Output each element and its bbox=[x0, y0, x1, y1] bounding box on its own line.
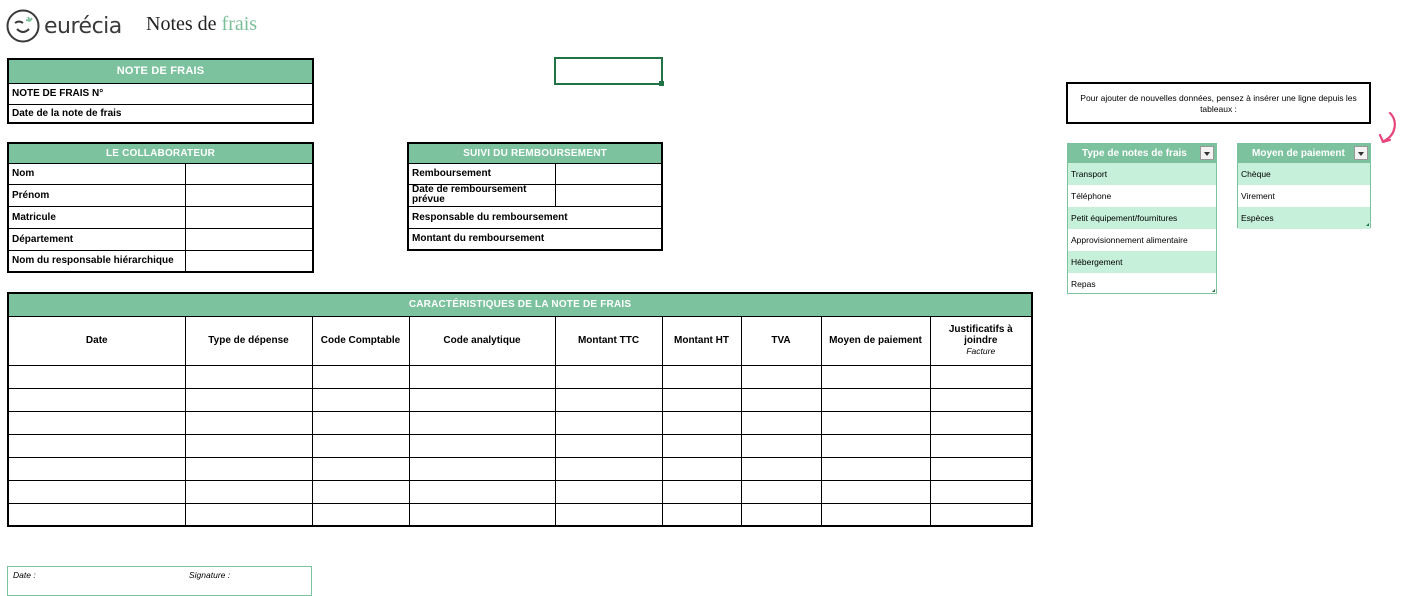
page-title bbox=[146, 13, 257, 36]
col-type-depense: Type de dépense bbox=[185, 316, 312, 365]
table-cell[interactable] bbox=[8, 365, 185, 388]
table-cell[interactable] bbox=[821, 434, 930, 457]
col-code-analytique: Code analytique bbox=[409, 316, 555, 365]
signature-label: Signature : bbox=[189, 570, 231, 580]
suivi-label-montant[interactable]: Montant du remboursement bbox=[408, 228, 662, 250]
table-cell[interactable] bbox=[662, 365, 741, 388]
suivi-label-remboursement: Remboursement bbox=[408, 163, 555, 184]
collab-input-prenom[interactable] bbox=[185, 184, 313, 206]
moyen-paiement-filter-button[interactable] bbox=[1354, 146, 1368, 160]
table-cell[interactable] bbox=[8, 457, 185, 480]
table-cell[interactable] bbox=[930, 388, 1032, 411]
table-cell[interactable] bbox=[662, 434, 741, 457]
moyen-paiement-header-label: Moyen de paiement bbox=[1252, 148, 1345, 159]
col-date: Date bbox=[8, 316, 185, 365]
type-notes-header bbox=[1068, 144, 1216, 163]
collab-label-departement: Département bbox=[8, 228, 185, 250]
col-justificatifs bbox=[930, 316, 1032, 365]
table-cell[interactable] bbox=[312, 388, 409, 411]
table-cell[interactable] bbox=[930, 365, 1032, 388]
curved-arrow-icon bbox=[1374, 111, 1400, 149]
table-cell[interactable] bbox=[312, 365, 409, 388]
table-cell[interactable] bbox=[821, 411, 930, 434]
table-cell[interactable] bbox=[930, 503, 1032, 526]
caracteristiques-table bbox=[7, 292, 1033, 527]
table-cell[interactable] bbox=[662, 457, 741, 480]
caracteristiques-body bbox=[8, 365, 1032, 526]
note-de-frais-header: NOTE DE FRAIS bbox=[8, 59, 313, 83]
table-cell[interactable] bbox=[930, 434, 1032, 457]
suivi-label-date-prevue: Date de remboursement prévue bbox=[408, 184, 555, 206]
type-notes-header-label: Type de notes de frais bbox=[1082, 148, 1187, 159]
table-cell[interactable] bbox=[185, 388, 312, 411]
col-code-comptable: Code Comptable bbox=[312, 316, 409, 365]
table-cell[interactable] bbox=[741, 480, 821, 503]
table-cell[interactable] bbox=[741, 365, 821, 388]
table-row bbox=[8, 411, 1032, 434]
table-cell[interactable] bbox=[185, 365, 312, 388]
eurecia-logo bbox=[6, 8, 131, 44]
title-accent: frais bbox=[221, 13, 258, 35]
suivi-label-responsable[interactable]: Responsable du remboursement bbox=[408, 206, 662, 228]
insert-row-note: Pour ajouter de nouvelles données, pensez à insérer une ligne depuis les tableaux : bbox=[1066, 82, 1371, 124]
collaborateur-table bbox=[7, 142, 314, 273]
table-row bbox=[8, 434, 1032, 457]
type-item-transport[interactable]: Transport bbox=[1068, 163, 1216, 185]
suivi-input-remboursement[interactable] bbox=[555, 163, 662, 184]
table-cell[interactable] bbox=[662, 480, 741, 503]
table-cell[interactable] bbox=[930, 457, 1032, 480]
col-justificatifs-label: Justificatifs à joindre bbox=[948, 324, 1013, 346]
collab-label-prenom: Prénom bbox=[8, 184, 185, 206]
title-main: Notes de bbox=[146, 13, 217, 35]
table-cell[interactable] bbox=[821, 388, 930, 411]
collab-label-responsable: Nom du responsable hiérarchique bbox=[8, 250, 185, 272]
suivi-table bbox=[407, 142, 663, 251]
table-cell[interactable] bbox=[741, 388, 821, 411]
table-row bbox=[8, 457, 1032, 480]
table-cell[interactable] bbox=[555, 434, 662, 457]
col-tva: TVA bbox=[741, 316, 821, 365]
table-cell[interactable] bbox=[409, 434, 555, 457]
table-cell[interactable] bbox=[555, 365, 662, 388]
table-cell[interactable] bbox=[662, 503, 741, 526]
table-cell[interactable] bbox=[741, 503, 821, 526]
table-cell[interactable] bbox=[555, 388, 662, 411]
note-numero-cell[interactable]: NOTE DE FRAIS N° bbox=[8, 83, 313, 104]
table-cell[interactable] bbox=[741, 457, 821, 480]
table-cell[interactable] bbox=[312, 503, 409, 526]
type-item-petit-equipement[interactable]: Petit équipement/fournitures bbox=[1068, 207, 1216, 229]
table-cell[interactable] bbox=[8, 434, 185, 457]
note-date-cell[interactable]: Date de la note de frais bbox=[8, 104, 313, 123]
table-row bbox=[8, 480, 1032, 503]
table-cell[interactable] bbox=[8, 503, 185, 526]
table-cell[interactable] bbox=[185, 503, 312, 526]
table-cell[interactable] bbox=[409, 457, 555, 480]
table-cell[interactable] bbox=[409, 388, 555, 411]
table-cell[interactable] bbox=[741, 434, 821, 457]
paiement-item-especes[interactable]: Espèces bbox=[1238, 207, 1370, 229]
table-cell[interactable] bbox=[930, 411, 1032, 434]
type-item-telephone[interactable]: Téléphone bbox=[1071, 191, 1112, 201]
table-cell[interactable] bbox=[555, 480, 662, 503]
col-montant-ttc: Montant TTC bbox=[555, 316, 662, 365]
signature-box bbox=[7, 566, 312, 596]
table-cell[interactable] bbox=[821, 365, 930, 388]
type-notes-list bbox=[1067, 143, 1217, 294]
table-cell[interactable] bbox=[930, 480, 1032, 503]
logo-text: eurécia bbox=[44, 13, 122, 39]
table-cell[interactable] bbox=[409, 503, 555, 526]
table-cell[interactable] bbox=[409, 411, 555, 434]
table-cell[interactable] bbox=[312, 411, 409, 434]
table-cell[interactable] bbox=[8, 480, 185, 503]
table-cell[interactable] bbox=[185, 411, 312, 434]
table-cell[interactable] bbox=[185, 457, 312, 480]
table-row bbox=[8, 388, 1032, 411]
table-cell[interactable] bbox=[662, 411, 741, 434]
signature-date-label: Date : bbox=[13, 570, 36, 580]
collaborateur-header: LE COLLABORATEUR bbox=[8, 143, 313, 163]
table-cell[interactable] bbox=[185, 480, 312, 503]
moyen-paiement-resize-handle[interactable] bbox=[1366, 223, 1369, 226]
table-cell[interactable] bbox=[8, 388, 185, 411]
type-notes-filter-button[interactable] bbox=[1200, 146, 1214, 160]
collab-input-responsable[interactable] bbox=[185, 250, 313, 272]
caracteristiques-header: CARACTÉRISTIQUES DE LA NOTE DE FRAIS bbox=[8, 293, 1032, 316]
table-cell[interactable] bbox=[821, 457, 930, 480]
table-cell[interactable] bbox=[312, 434, 409, 457]
fill-handle[interactable] bbox=[659, 81, 664, 86]
paiement-item-virement[interactable]: Virement bbox=[1241, 191, 1275, 201]
eurecia-logo-icon bbox=[6, 9, 40, 43]
col-montant-ht: Montant HT bbox=[662, 316, 741, 365]
col-justificatifs-sub: Facture bbox=[966, 346, 996, 356]
table-cell[interactable] bbox=[555, 503, 662, 526]
table-cell[interactable] bbox=[821, 480, 930, 503]
table-row bbox=[8, 365, 1032, 388]
selected-cell[interactable] bbox=[554, 57, 663, 85]
table-row bbox=[8, 503, 1032, 526]
moyen-paiement-header bbox=[1238, 144, 1370, 163]
table-cell[interactable] bbox=[741, 411, 821, 434]
table-cell[interactable] bbox=[312, 480, 409, 503]
suivi-header: SUIVI DU REMBOURSEMENT bbox=[408, 143, 662, 163]
table-cell[interactable] bbox=[555, 411, 662, 434]
table-cell[interactable] bbox=[8, 411, 185, 434]
paiement-item-cheque[interactable]: Chèque bbox=[1238, 163, 1370, 185]
table-cell[interactable] bbox=[662, 388, 741, 411]
collab-label-matricule: Matricule bbox=[8, 206, 185, 228]
table-cell[interactable] bbox=[555, 457, 662, 480]
table-cell[interactable] bbox=[821, 503, 930, 526]
collab-label-nom: Nom bbox=[8, 163, 185, 184]
table-cell[interactable] bbox=[409, 365, 555, 388]
note-de-frais-table bbox=[7, 58, 314, 124]
col-moyen-paiement: Moyen de paiement bbox=[821, 316, 930, 365]
type-item-hebergement[interactable]: Hébergement bbox=[1068, 251, 1216, 273]
table-cell[interactable] bbox=[312, 457, 409, 480]
suivi-input-date-prevue[interactable] bbox=[555, 184, 662, 206]
table-cell[interactable] bbox=[409, 480, 555, 503]
collab-input-nom[interactable] bbox=[185, 163, 313, 184]
moyen-paiement-list bbox=[1237, 143, 1371, 228]
type-item-repas[interactable]: Repas bbox=[1071, 279, 1096, 289]
type-notes-resize-handle[interactable] bbox=[1212, 289, 1215, 292]
table-cell[interactable] bbox=[185, 434, 312, 457]
type-item-approvisionnement[interactable]: Approvisionnement alimentaire bbox=[1071, 235, 1188, 245]
collab-input-matricule[interactable] bbox=[185, 206, 313, 228]
collab-input-departement[interactable] bbox=[185, 228, 313, 250]
